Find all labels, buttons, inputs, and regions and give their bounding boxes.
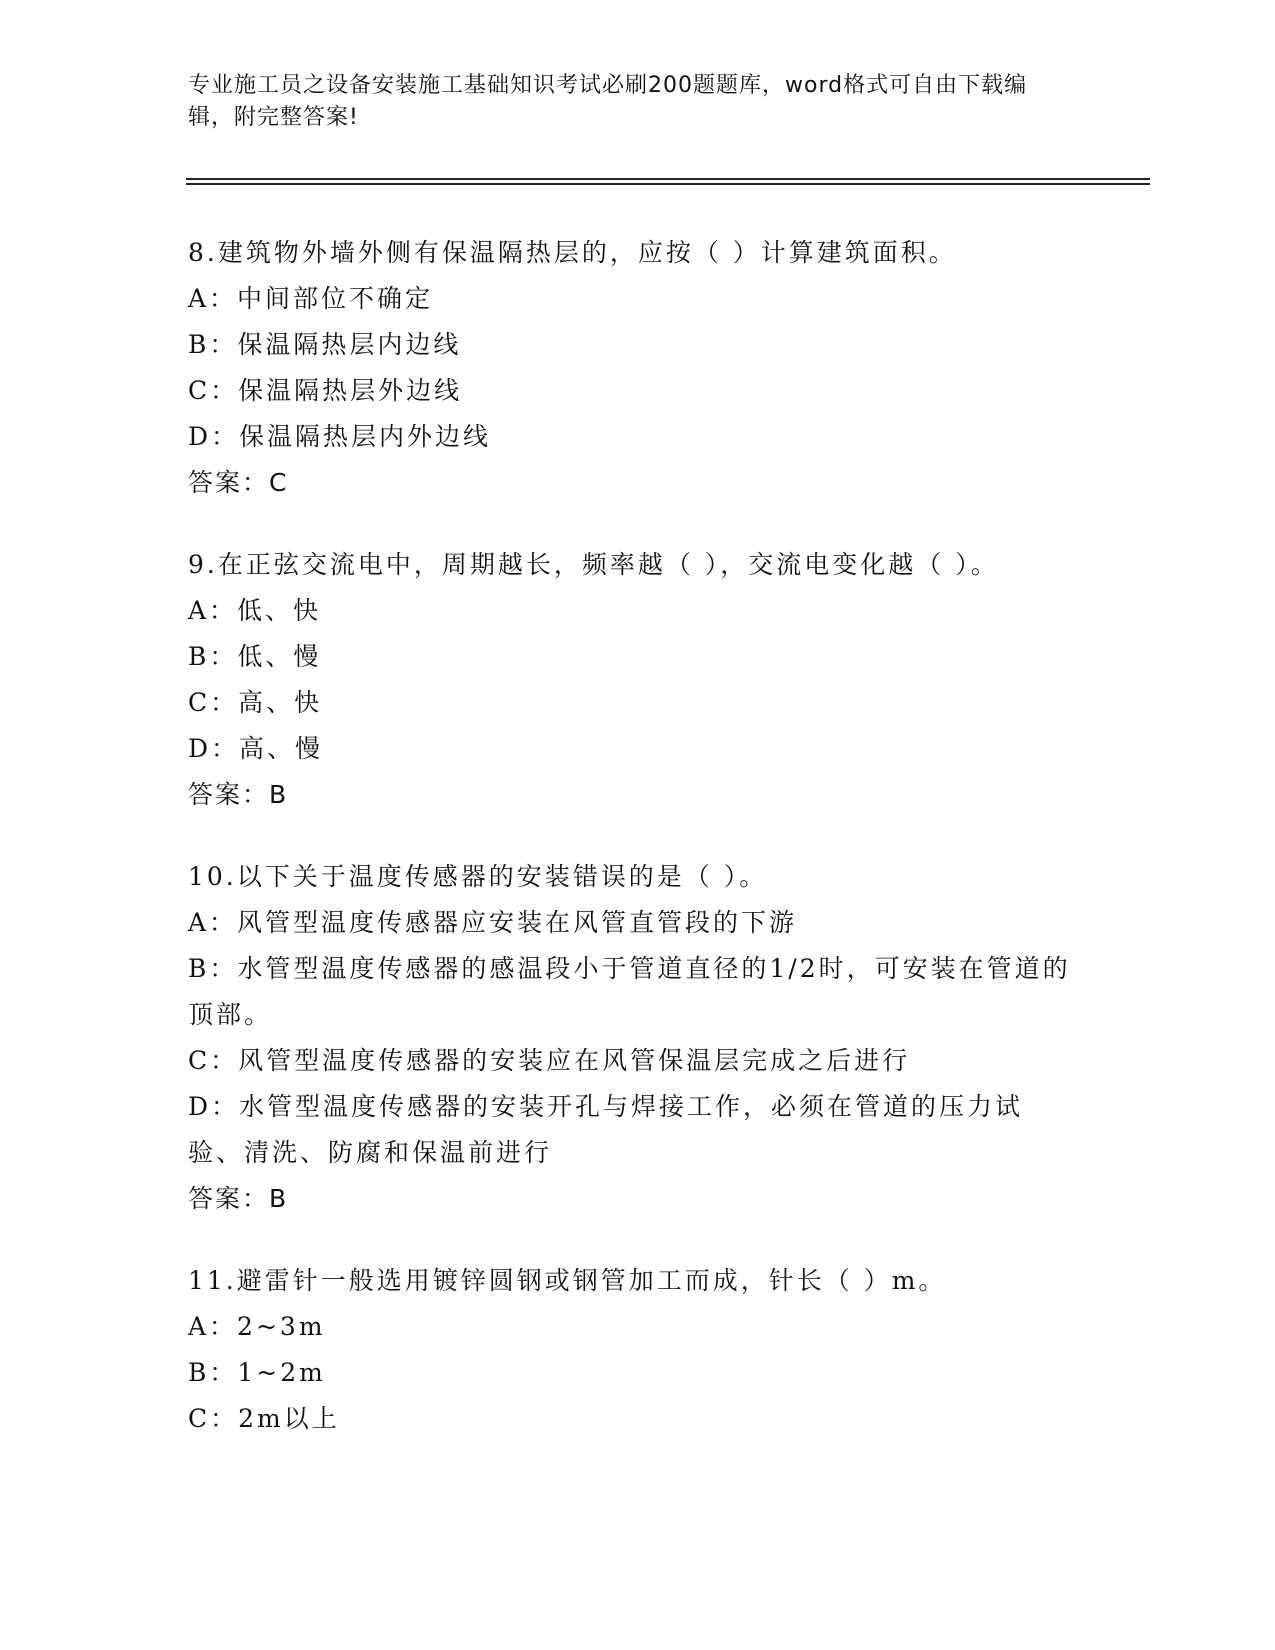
option-c: C：2m以上 (188, 1404, 340, 1433)
question-stem: 8.建筑物外墙外侧有保温隔热层的，应按（ ）计算建筑面积。 (188, 238, 957, 267)
answer-line: 答案：B (188, 1184, 289, 1213)
document-title: 专业施工员之设备安装施工基础知识考试必刷200题题库，word格式可自由下载编辑，附完整答案! (188, 73, 1028, 130)
header-rule-top (186, 178, 1150, 180)
answer-line: 答案：C (188, 468, 289, 497)
option-a: A：风管型温度传感器应安装在风管直管段的下游 (188, 908, 798, 937)
option-a: A：低、快 (188, 596, 322, 625)
option-b: B：保温隔热层内边线 (188, 330, 462, 359)
question-stem: 10.以下关于温度传感器的安装错误的是（ ）。 (188, 862, 768, 891)
question-9 (188, 542, 1078, 818)
option-a: A：中间部位不确定 (188, 284, 434, 313)
option-c: C：高、快 (188, 688, 323, 717)
document-header (188, 70, 1068, 134)
answer-line: 答案：B (188, 780, 289, 809)
option-a: A：2~3m (188, 1312, 326, 1341)
option-c: C：风管型温度传感器的安装应在风管保温层完成之后进行 (188, 1046, 911, 1075)
option-c: C：保温隔热层外边线 (188, 376, 463, 405)
option-b: B：水管型温度传感器的感温段小于管道直径的1/2时，可安装在管道的顶部。 (188, 954, 1071, 1029)
option-b: B：低、慢 (188, 642, 322, 671)
question-8 (188, 230, 1078, 506)
option-d: D：保温隔热层内外边线 (188, 422, 492, 451)
option-d: D：水管型温度传感器的安装开孔与焊接工作，必须在管道的压力试验、清洗、防腐和保温前进行 (188, 1092, 1024, 1167)
question-11 (188, 1258, 1078, 1442)
option-b: B：1~2m (188, 1358, 326, 1387)
question-stem: 9.在正弦交流电中，周期越长，频率越（ ），交流电变化越（ ）。 (188, 550, 999, 579)
header-rule-bottom (186, 183, 1150, 185)
question-list (188, 230, 1078, 1478)
option-d: D：高、慢 (188, 734, 324, 763)
question-10 (188, 854, 1078, 1222)
question-stem: 11.避雷针一般选用镀锌圆钢或钢管加工而成，针长（ ）m。 (188, 1266, 947, 1295)
